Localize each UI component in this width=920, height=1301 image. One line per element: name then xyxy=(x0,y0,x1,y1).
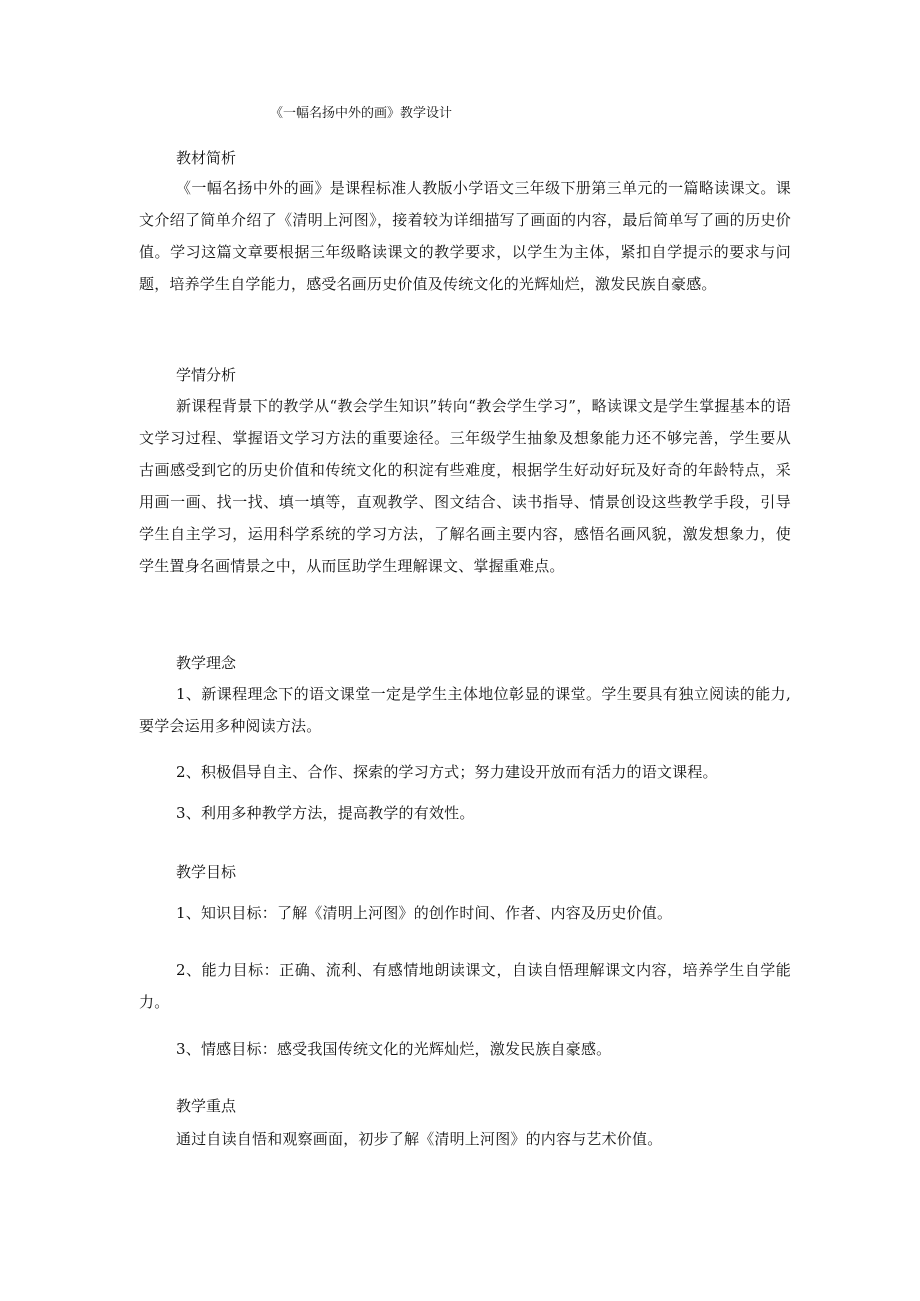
document-title: 《一幅名扬中外的画》教学设计 xyxy=(270,106,453,121)
goal-item-1: 1、知识目标：了解《清明上河图》的创作时间、作者、内容及历史价值。 xyxy=(176,904,673,922)
paragraph-material-analysis: 《一幅名扬中外的画》是课程标准人教版小学语文三年级下册第三单元的一篇略读课文。课文介绍了简单介绍了《清明上河图》，接着较为详细描写了画面的内容，最后简单写了画的历史价值。学习这篇文章要根据三年级略读课文的教学要求，以学生为主体，紧扣自学提示的要求与问题，培养学生自学能力，感受名画历史价值及传统文化的光辉灿烂，激发民族自豪感。 xyxy=(139,179,791,293)
philosophy-item-1: 1、新课程理念下的语文课堂一定是学生主体地位彰显的课堂。学生要具有独立阅读的能力,要学会运用多种阅读方法。 xyxy=(139,685,791,735)
heading-teaching-focus: 教学重点 xyxy=(176,1097,237,1115)
goal-item-2: 2、能力目标：正确、流利、有感情地朗读课文，自读自悟理解课文内容，培养学生自学能力。 xyxy=(139,961,791,1011)
heading-student-analysis: 学情分析 xyxy=(176,366,237,384)
philosophy-item-2: 2、积极倡导自主、合作、探索的学习方式；努力建设开放而有活力的语文课程。 xyxy=(176,763,718,781)
paragraph-teaching-focus: 通过自读自悟和观察画面，初步了解《清明上河图》的内容与艺术价值。 xyxy=(176,1130,663,1148)
heading-material-analysis: 教材简析 xyxy=(176,149,237,167)
goal-item-3: 3、情感目标：感受我国传统文化的光辉灿烂，激发民族自豪感。 xyxy=(176,1040,612,1058)
heading-teaching-philosophy: 教学理念 xyxy=(176,654,237,672)
philosophy-item-3: 3、利用多种教学方法，提高教学的有效性。 xyxy=(176,804,475,822)
heading-teaching-goals: 教学目标 xyxy=(176,863,237,881)
paragraph-student-analysis: 新课程背景下的教学从“教会学生知识”转向“教会学生学习”，略读课文是学生掌握基本的语文学习过程、掌握语文学习方法的重要途径。三年级学生抽象及想象能力还不够完善，学生要从古画感受到它的历史价值和传统文化的积淀有些难度，根据学生好动好玩及好奇的年龄特点，采用画一画、找一找、填一填等，直观教学、图文结合、读书指导、情景创设这些教学手段，引导学生自主学习，运用科学系统的学习方法，了解名画主要内容，感悟名画风貌，激发想象力，使学生置身名画情景之中，从而匡助学生理解课文、掌握重难点。 xyxy=(139,397,791,575)
